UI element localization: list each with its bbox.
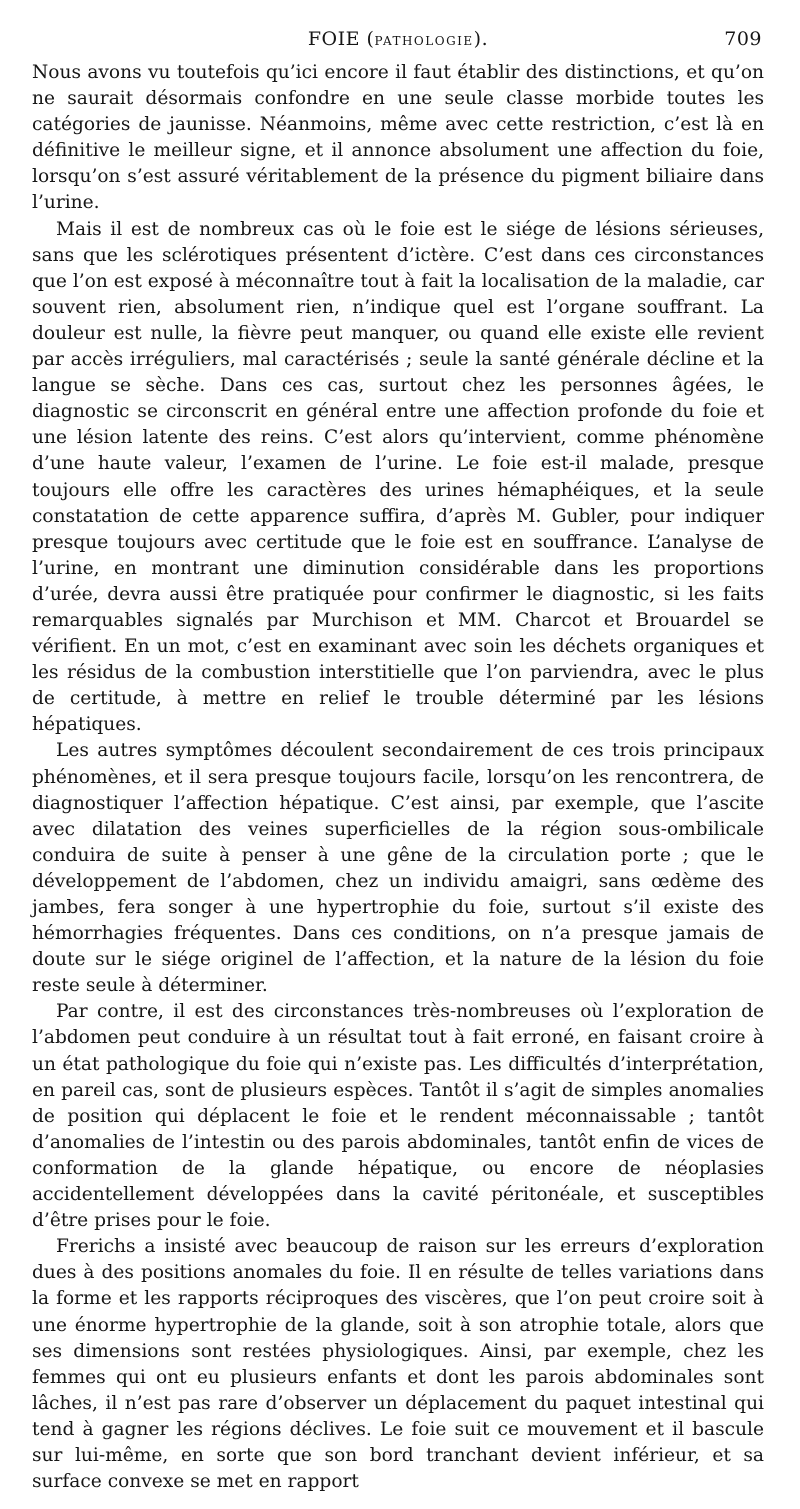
paragraph-3: Les autres symptômes découlent secondairement de ces trois principaux phénomènes, et il sera presque toujours facile, lorsqu’on les rencontrera, de diagnostiquer l’affection hépatique. C’est ainsi, par exemple, que l’ascite avec dilatation des veines superficielles de la région sous-ombilicale conduira de suite à penser à une gêne de la circulation porte ; que le développement de l’abdomen, chez un individu amaigri, sans œdème des jambes, fera songer à une hypertrophie du foie, surtout s’il existe des hémorrhagies fréquentes. Dans ces conditions, on n’a presque jamais de doute sur le siége originel de l’affection, et la nature de la lésion du foie reste seule à déterminer.	[32, 740, 764, 997]
body-text	[32, 60, 764, 1495]
paragraph-2: Mais il est de nombreux cas où le foie est le siége de lésions sérieuses, sans que les sclérotiques présentent d’ictère. C’est dans ces circonstances que l’on est exposé à méconnaître tout à fait la localisation de la maladie, car souvent rien, absolument rien, n’indique quel est l’organe souffrant. La douleur est nulle, la fièvre peut manquer, ou quand elle existe elle revient par accès irréguliers, mal caractérisés ; seule la santé générale décline et la langue se sèche. Dans ces cas, surtout chez les personnes âgées, le diagnostic se circonscrit en général entre une affection profonde du foie et une lésion latente des reins. C’est alors qu’intervient, comme phénomène d’une haute valeur, l’examen de l’urine. Le foie est-il malade, presque toujours elle offre les caractères des urines hémaphéiques, et la seule constatation de cette apparence suffira, d’après M. Gubler, pour indiquer presque toujours avec certitude que le foie est en souffrance. L’analyse de l’urine, en montrant une diminution considérable dans les proportions d’urée, devra aussi être pratiquée pour confirmer le diagnostic, si les faits remarquables signalés par Murchison et MM. Charcot et Brouardel se vérifient. En un mot, c’est en examinant avec soin les déchets organiques et les résidus de la combustion interstitielle que l’on parviendra, avec le plus de certitude, à mettre en relief le trouble déterminé par les lésions hépatiques.	[32, 218, 764, 736]
running-title-end: ).	[473, 28, 489, 50]
running-title-smallcaps: PATHOLOGIE	[374, 34, 474, 48]
book-page	[32, 28, 764, 1495]
paragraph-1: Nous avons vu toutefois qu’ici encore il faut établir des distinctions, et qu’on ne saurait désormais confondre en une seule classe morbide toutes les catégories de jaunisse. Néanmoins, même avec cette restriction, c’est là en définitive le meilleur signe, et il annonce absolument une affection du foie, lorsqu’on s’est assuré véritablement de la présence du pigment biliaire dans l’urine.	[32, 62, 764, 214]
page-number: 709	[724, 28, 762, 50]
running-title	[32, 28, 764, 50]
running-header	[32, 28, 764, 60]
paragraph-4: Par contre, il est des circonstances très-nombreuses où l’exploration de l’abdomen peut conduire à un résultat tout à fait erroné, en faisant croire à un état pathologique du foie qui n’existe pas. Les difficultés d’interprétation, en pareil cas, sont de plusieurs espèces. Tantôt il s’agit de simples anomalies de position qui déplacent le foie et le rendent méconnaissable ; tantôt d’anomalies de l’intestin ou des parois abdominales, tantôt enfin de vices de conformation de la glande hépatique, ou encore de néoplasies accidentellement développées dans la cavité péritonéale, et susceptibles d’être prises pour le foie.	[32, 1001, 764, 1232]
running-title-main: FOIE (	[307, 28, 375, 50]
paragraph-5: Frerichs a insisté avec beaucoup de raison sur les erreurs d’exploration dues à des positions anomales du foie. Il en résulte de telles variations dans la forme et les rapports réciproques des viscères, que l’on peut croire soit à une énorme hypertrophie de la glande, soit à son atrophie totale, alors que ses dimensions sont restées physiologiques. Ainsi, par exemple, chez les femmes qui ont eu plusieurs enfants et dont les parois abdominales sont lâches, il n’est pas rare d’observer un déplacement du paquet intestinal qui tend à gagner les régions déclives. Le foie suit ce mouvement et il bascule sur lui-même, en sorte que son bord tranchant devient inférieur, et sa surface convexe se met en rapport	[32, 1236, 764, 1493]
